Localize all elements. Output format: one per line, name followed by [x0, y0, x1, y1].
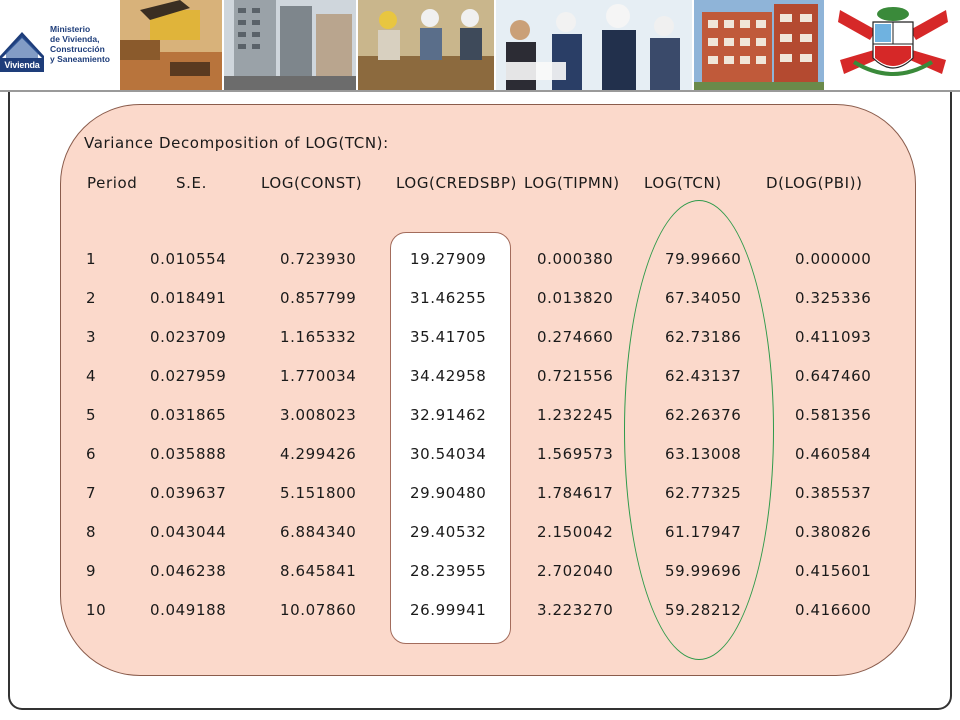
table-cell-log-const: 8.645841: [280, 562, 357, 580]
table-cell-d-log-pbi: 0.416600: [795, 601, 872, 619]
table-cell-log-tcn: 62.77325: [665, 484, 742, 502]
table-cell-d-log-pbi: 0.460584: [795, 445, 872, 463]
row-period: 6: [86, 445, 97, 463]
table-cell-log-tipmn: 3.223270: [537, 601, 614, 619]
table-cell-log-tcn: 59.99696: [665, 562, 742, 580]
brand-word: Vivienda: [0, 58, 44, 72]
tcn-column-ellipse: [624, 200, 774, 660]
table-cell-log-tcn: 79.99660: [665, 250, 742, 268]
table-cell-log-tipmn: 0.013820: [537, 289, 614, 307]
table-cell-log-tcn: 67.34050: [665, 289, 742, 307]
row-period: 7: [86, 484, 97, 502]
residential-building-photo: [694, 0, 824, 90]
excavator-photo: [120, 0, 222, 90]
apartment-towers-photo: [224, 0, 356, 90]
table-cell-log-tipmn: 2.150042: [537, 523, 614, 541]
table-cell-log-tipmn: 1.569573: [537, 445, 614, 463]
table-cell-d-log-pbi: 0.581356: [795, 406, 872, 424]
table-cell-log-credsbp: 28.23955: [410, 562, 487, 580]
table-cell-log-tipmn: 0.274660: [537, 328, 614, 346]
table-cell-log-const: 10.07860: [280, 601, 357, 619]
row-period: 10: [86, 601, 107, 619]
table-title: Variance Decomposition of LOG(TCN):: [84, 134, 389, 152]
peru-coat-of-arms: [826, 0, 960, 90]
table-cell-se: 0.010554: [150, 250, 227, 268]
table-cell-log-const: 1.770034: [280, 367, 357, 385]
table-cell-log-const: 0.723930: [280, 250, 357, 268]
table-cell-log-const: 0.857799: [280, 289, 357, 307]
table-cell-d-log-pbi: 0.380826: [795, 523, 872, 541]
ministry-line: y Saneamiento: [50, 54, 110, 64]
table-cell-d-log-pbi: 0.411093: [795, 328, 872, 346]
column-header-se: S.E.: [176, 174, 207, 192]
table-cell-log-tcn: 62.26376: [665, 406, 742, 424]
row-period: 3: [86, 328, 97, 346]
table-cell-log-tcn: 62.73186: [665, 328, 742, 346]
row-period: 9: [86, 562, 97, 580]
column-header-log-credsbp: LOG(CREDSBP): [396, 174, 517, 192]
table-cell-log-tipmn: 1.232245: [537, 406, 614, 424]
table-cell-log-const: 5.151800: [280, 484, 357, 502]
table-cell-log-tipmn: 0.721556: [537, 367, 614, 385]
column-header-log-tipmn: LOG(TIPMN): [524, 174, 620, 192]
table-cell-log-const: 1.165332: [280, 328, 357, 346]
table-cell-log-const: 6.884340: [280, 523, 357, 541]
table-cell-d-log-pbi: 0.385537: [795, 484, 872, 502]
table-cell-se: 0.035888: [150, 445, 227, 463]
table-cell-se: 0.027959: [150, 367, 227, 385]
table-cell-se: 0.049188: [150, 601, 227, 619]
table-cell-d-log-pbi: 0.325336: [795, 289, 872, 307]
row-period: 4: [86, 367, 97, 385]
construction-workers-photo: [358, 0, 494, 90]
table-cell-log-credsbp: 35.41705: [410, 328, 487, 346]
table-cell-log-credsbp: 26.99941: [410, 601, 487, 619]
coat-of-arms-icon: [826, 0, 960, 90]
column-header-log-tcn: LOG(TCN): [644, 174, 722, 192]
table-cell-log-credsbp: 32.91462: [410, 406, 487, 424]
table-cell-se: 0.018491: [150, 289, 227, 307]
table-cell-log-tcn: 59.28212: [665, 601, 742, 619]
table-cell-d-log-pbi: 0.647460: [795, 367, 872, 385]
row-period: 1: [86, 250, 97, 268]
header-banner: [0, 0, 960, 92]
table-cell-se: 0.023709: [150, 328, 227, 346]
table-cell-log-tcn: 63.13008: [665, 445, 742, 463]
table-cell-se: 0.043044: [150, 523, 227, 541]
table-cell-log-const: 3.008023: [280, 406, 357, 424]
table-cell-log-tipmn: 2.702040: [537, 562, 614, 580]
table-cell-log-credsbp: 30.54034: [410, 445, 487, 463]
table-cell-log-credsbp: 29.90480: [410, 484, 487, 502]
ministry-line: de Vivienda,: [50, 34, 100, 44]
column-header-d-log-pbi: D(LOG(PBI)): [766, 174, 863, 192]
business-team-photo: [496, 0, 692, 90]
row-period: 5: [86, 406, 97, 424]
row-period: 8: [86, 523, 97, 541]
table-cell-log-tcn: 62.43137: [665, 367, 742, 385]
table-cell-se: 0.039637: [150, 484, 227, 502]
table-cell-se: 0.046238: [150, 562, 227, 580]
ministry-name: [50, 24, 124, 64]
table-cell-log-credsbp: 29.40532: [410, 523, 487, 541]
column-header-log-const: LOG(CONST): [261, 174, 363, 192]
table-cell-log-credsbp: 34.42958: [410, 367, 487, 385]
column-header-period: Period: [87, 174, 138, 192]
ministry-line: Ministerio: [50, 24, 91, 34]
table-cell-d-log-pbi: 0.415601: [795, 562, 872, 580]
table-cell-se: 0.031865: [150, 406, 227, 424]
ministry-logo: [0, 0, 120, 90]
row-period: 2: [86, 289, 97, 307]
table-cell-log-credsbp: 19.27909: [410, 250, 487, 268]
table-cell-log-credsbp: 31.46255: [410, 289, 487, 307]
ministry-line: Construcción: [50, 44, 105, 54]
table-cell-log-tipmn: 0.000380: [537, 250, 614, 268]
table-cell-d-log-pbi: 0.000000: [795, 250, 872, 268]
table-cell-log-tcn: 61.17947: [665, 523, 742, 541]
table-cell-log-tipmn: 1.784617: [537, 484, 614, 502]
table-cell-log-const: 4.299426: [280, 445, 357, 463]
